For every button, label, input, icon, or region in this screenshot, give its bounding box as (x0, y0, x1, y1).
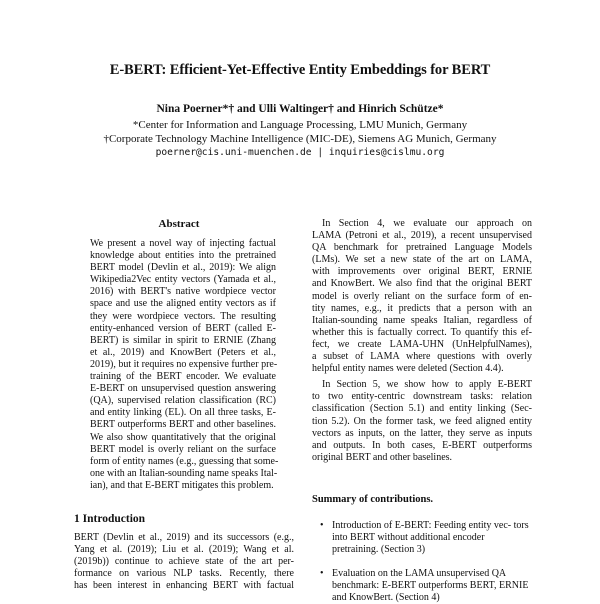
abstract-line: they were wordpiece vectors. The resulting (90, 310, 276, 322)
abstract-line: BERT) is similar in spirit to ERNIE (Zhang (90, 334, 276, 346)
abstract-line: 2019), but it requires no expensive further pre- (90, 358, 278, 370)
bullet-line: benchmark: E-BERT outperforms BERT, (332, 580, 497, 592)
intro-line: has been interest in enhancing BERT with factual (74, 580, 294, 592)
abstract-line: We present a novel way of injecting factual (90, 238, 276, 249)
abstract-line: knowledge about entities into the pretrained (90, 250, 276, 262)
bullet-item (320, 520, 530, 556)
introduction-body (74, 532, 294, 592)
bullet-icon: • (320, 520, 324, 531)
abstract-line: BERT model (Devlin et al., 2019): We align (90, 262, 276, 274)
abstract-line: We also show quantitatively that the original (90, 431, 276, 443)
abstract-line: training of the BERT encoder. We evaluate (90, 371, 276, 383)
intro-line: Yang et al. (2019); Liu et al. (2019); Wang et al. (74, 544, 294, 556)
abstract-line: E-BERT on unsupervised question answering (90, 383, 276, 395)
affiliation-siemens: †Corporate Technology Machine Intelligence (MIC-DE), Siemens AG Munich, Germany (103, 133, 497, 145)
body-line: (LMs). We set a new state of the art on LAMA, (312, 254, 532, 266)
abstract-line: ian), and that E-BERT mitigates this problem. (90, 479, 274, 491)
bullet-line: tors into BERT without additional encoder (332, 520, 529, 544)
bullet-line: Introduction of E-BERT: Feeding entity vec- (332, 520, 512, 531)
body-line: Italian-sounding name speaks Italian, regardless of (312, 314, 532, 326)
abstract-body (90, 238, 279, 492)
abstract-line: and entity linking (EL). On all three tasks, E- (90, 407, 276, 419)
abstract-line: Wikipedia2Vec entity vectors (Yamada et al., (90, 274, 276, 286)
body-line: LAMA (Petroni et al., 2019), a recent unsupervised (312, 230, 532, 242)
abstract-line: form of entity names (e.g., guessing that some- (90, 455, 279, 467)
body-line: with improvements over original BERT, ERNIE (312, 266, 532, 278)
bullet-item (320, 568, 530, 604)
body-line: tity names, e.g., it predicts that a person with an (312, 302, 532, 314)
body-line: classification (Section 5.1) and entity linking (Sec- (312, 403, 532, 415)
summary-heading: Summary of contributions. (312, 494, 434, 505)
abstract-line: entity-enhanced version of BERT (called E- (90, 322, 276, 334)
intro-line: (2019b)) continue to achieve state of the art per- (74, 556, 294, 568)
body-line: a subset of LAMA where questions with overly (312, 351, 532, 363)
section-heading-introduction: 1 Introduction (74, 513, 146, 525)
body-line: whether this is factually correct. To quantify this ef- (312, 326, 532, 338)
body-line: and KnowBert. We also find that the original BERT (312, 278, 532, 290)
body-line: In Section 5, we show how to apply E-BERT (322, 379, 532, 391)
bullet-line: ERNIE and KnowBert. (Section 4) (332, 580, 529, 604)
bullet-line: Evaluation on the LAMA unsupervised QA (332, 568, 506, 579)
abstract-line: (QA), supervised relation classification (RC) (90, 395, 276, 407)
body-line: vectors as inputs, on the latter, they serve as inputs (312, 427, 532, 439)
intro-line: BERT (Devlin et al., 2019) and its successors (e.g., (74, 532, 294, 543)
abstract-line: 2016) with BERT's native wordpiece vector (90, 286, 276, 298)
abstract-line: space and use the aligned entity vectors as if (90, 298, 276, 310)
body-line: original BERT and other baselines. (312, 451, 453, 463)
abstract-heading: Abstract (158, 218, 200, 230)
author-emails[interactable]: poerner@cis.uni-muenchen.de | inquiries@cislmu.org (155, 147, 445, 158)
abstract-line: BERT outperforms BERT and other baselines. (90, 419, 276, 431)
paper-title: E-BERT: Efficient-Yet-Effective Entity Embeddings for BERT (109, 62, 491, 78)
abstract-line: one with an Italian-sounding name speaks Ital- (90, 467, 278, 479)
intro-line: formance on various NLP tasks. Recently, there (74, 568, 294, 580)
bullet-line: pretraining. (Section 3) (332, 544, 426, 556)
body-line: helpful entity names were deleted (Section 4.4). (312, 363, 504, 375)
body-line: fect, we create LAMA-UHN (UnHelpfulNames), (312, 338, 532, 350)
body-line: QA benchmark for pretrained Language Models (312, 242, 532, 254)
body-line: model is overly reliant on the surface form of en- (312, 290, 532, 302)
bullet-icon: • (320, 568, 324, 579)
body-line: to two entity-centric downstream tasks: relation (312, 391, 532, 403)
author-list: Nina Poerner*† and Ulli Waltinger† and Hinrich Schütze* (156, 103, 444, 115)
body-line: and outputs. In both cases, E-BERT outperforms (312, 439, 532, 451)
body-line: tion 5.2). On the former task, we feed aligned entity (312, 415, 532, 427)
right-column-body (312, 218, 532, 464)
abstract-line: BERT model is overly reliant on the surface (90, 443, 276, 455)
body-line: In Section 4, we evaluate our approach on (322, 218, 532, 229)
affiliation-lmu: *Center for Information and Language Processing, LMU Munich, Germany (132, 119, 468, 131)
abstract-line: et al., 2019) and KnowBert (Peters et al., (90, 346, 276, 358)
